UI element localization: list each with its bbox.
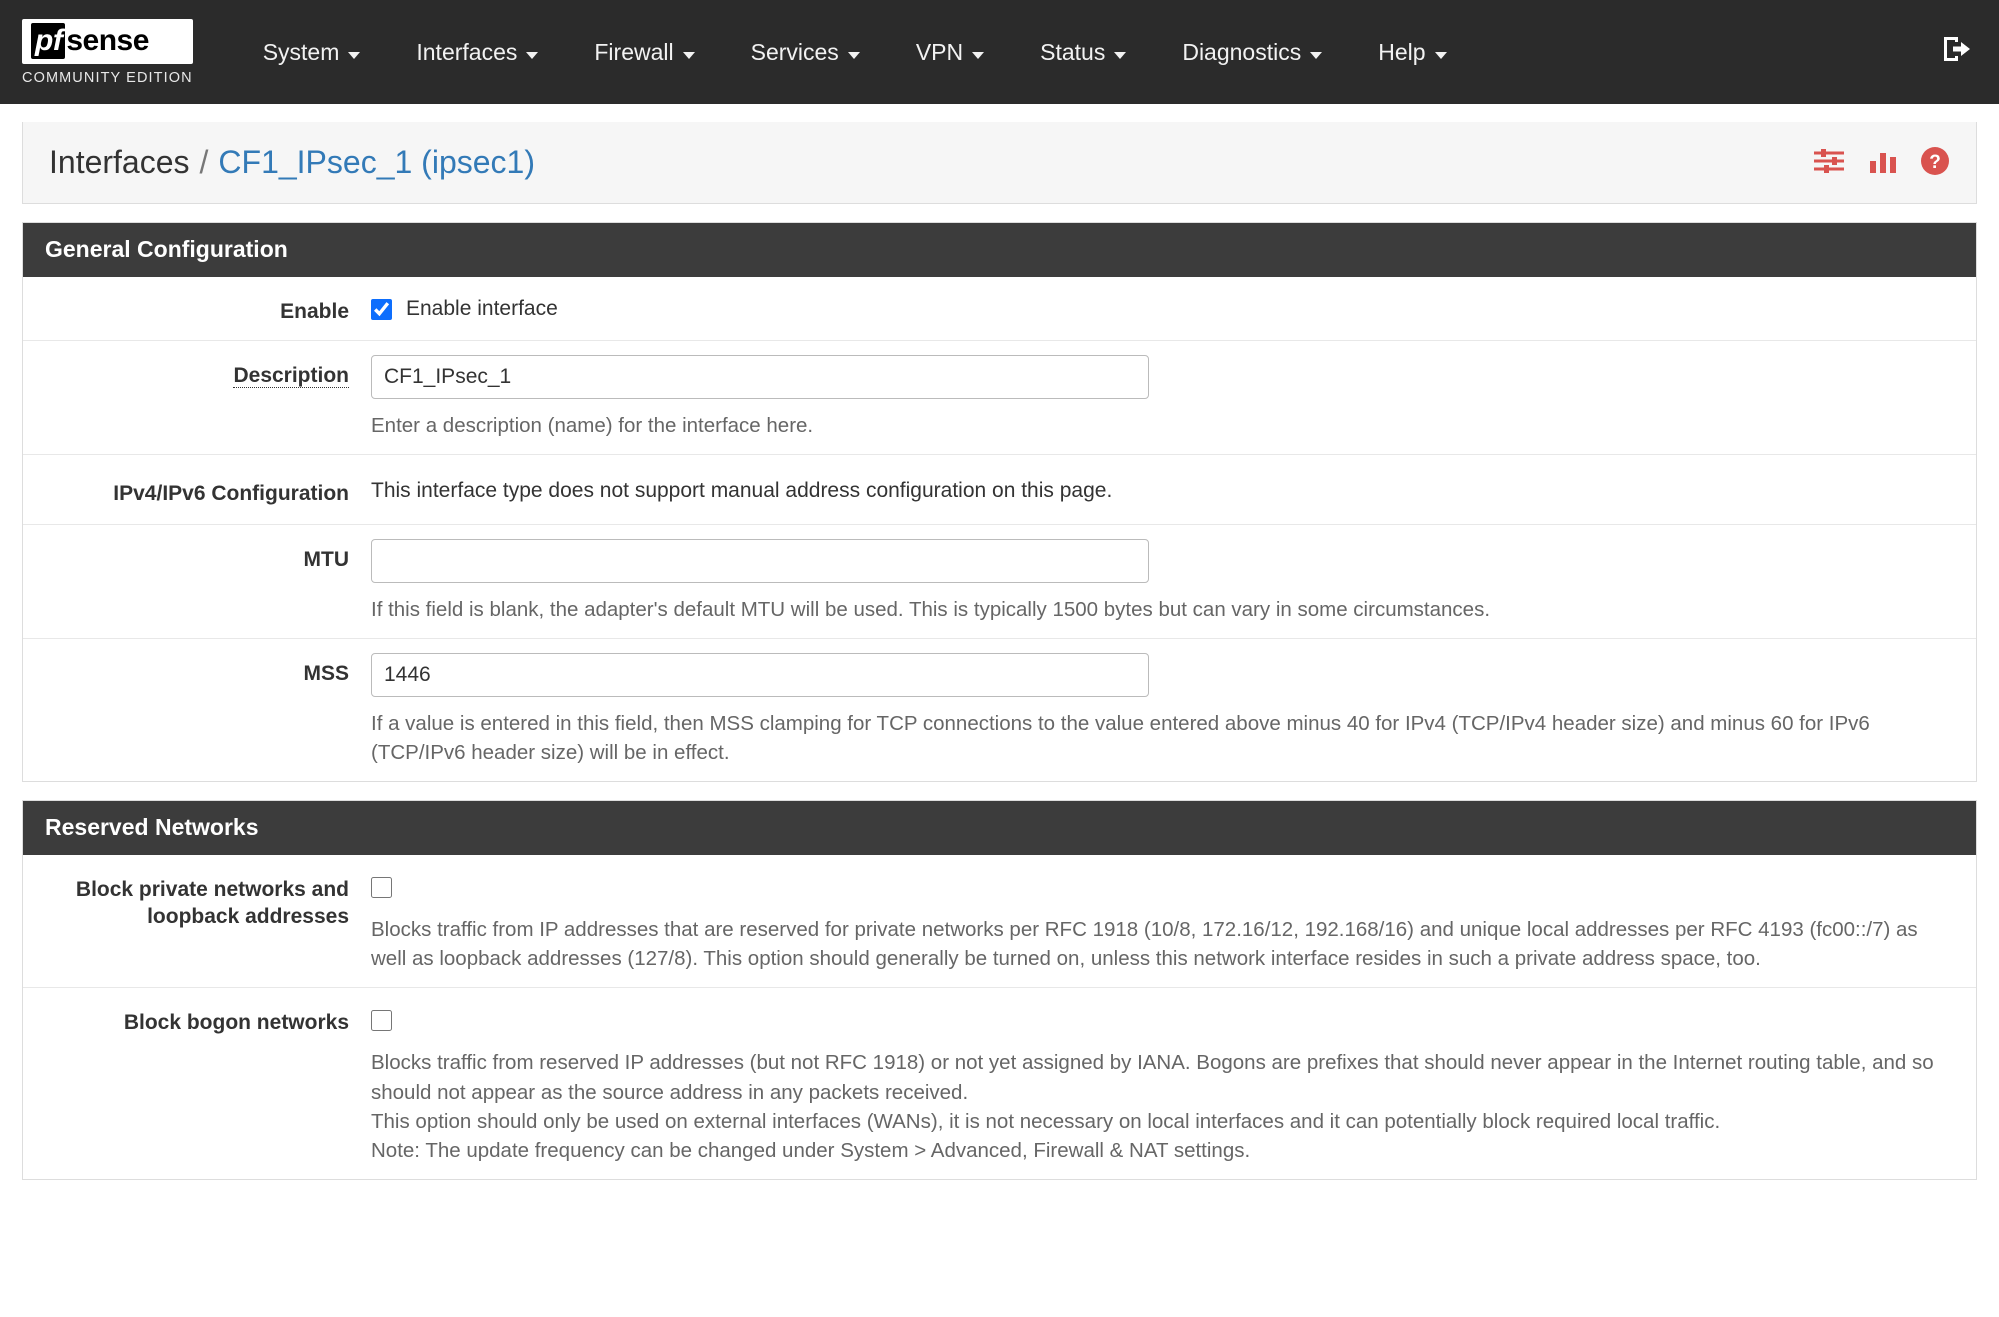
mtu-help: If this field is blank, the adapter's default MTU will be used. This is typically 1500 bytes but can vary in some circumstances. [371,597,1491,621]
nav-label-system: System [262,38,340,65]
nav-label-interfaces: Interfaces [416,38,518,65]
top-navbar [0,0,1999,104]
nav-item-system[interactable] [235,0,389,104]
nav-label-firewall: Firewall [594,38,674,65]
block-bogon-networks-help-3: Note: The update frequency can be changed under System > Advanced, Firewall & NAT settings. [371,1138,1251,1162]
nav-label-help: Help [1378,38,1426,65]
chevron-down-icon [526,52,538,59]
chevron-down-icon [1114,52,1126,59]
enable-interface-checkbox[interactable] [371,299,392,320]
nav-label-vpn: VPN [915,38,964,65]
brand-logo-sense: sense [66,23,149,57]
help-circle-icon[interactable] [1920,146,1950,180]
nav-item-vpn[interactable] [888,0,1012,104]
chevron-down-icon [348,52,360,59]
svg-text:?: ? [1929,151,1941,173]
field-block-bogon-networks [371,1002,1976,1164]
label-mtu: MTU [303,547,349,571]
description-help: Enter a description (name) for the interface here. [371,413,814,437]
nav-item-firewall[interactable] [566,0,722,104]
block-private-networks-checkbox[interactable] [371,877,392,898]
breadcrumb-current: CF1_IPsec_1 (ipsec1) [218,144,535,180]
row-enable [23,277,1976,341]
row-mtu [23,525,1976,639]
sliders-icon[interactable] [1812,147,1846,179]
block-private-networks-help: Blocks traffic from IP addresses that are reserved for private networks per RFC 1918 (10/8, 172.16/12, 192.168/16) and unique local addresses per RFC 4193 (fc00::/7) as well as loopback addresses (127/8). This option should generally be turned on, unless this network interface resides in such a private address space, too. [371,918,1918,971]
description-input[interactable] [371,355,1149,399]
row-description [23,341,1976,455]
breadcrumb-root[interactable]: Interfaces [49,144,190,180]
reserved-networks-heading: Reserved Networks [23,801,1976,855]
breadcrumb [49,144,535,181]
chevron-down-icon [1435,52,1447,59]
chevron-down-icon [848,52,860,59]
label-description-text: Description [233,363,349,387]
field-mss [371,653,1976,767]
label-enable: Enable [280,300,349,323]
block-bogon-networks-help-2: This option should only be used on external interfaces (WANs), it is not necessary on local interfaces and it can potentially block required local traffic. [371,1109,1721,1133]
label-description [23,355,371,390]
block-bogon-networks-help-1: Blocks traffic from reserved IP addresses (but not RFC 1918) or not yet assigned by IANA. Bogons are prefixes that should never appear in the Internet routing table, and so should not appear as the source address in any packets received. [371,1051,1934,1104]
mss-help: If a value is entered in this field, then MSS clamping for TCP connections to the value entered above minus 40 for IPv4 (TCP/IPv4 header size) and minus 60 for IPv6 (TCP/IPv6 header size) will be in effect. [371,711,1870,765]
general-configuration-panel [22,222,1977,782]
label-block-private-networks: Block private networks and loopback addresses [75,878,349,929]
breadcrumb-separator: / [199,144,209,180]
general-configuration-heading: General Configuration [23,223,1976,277]
chart-bar-icon[interactable] [1868,147,1898,179]
row-ip-configuration [23,455,1976,525]
nav-item-diagnostics[interactable] [1154,0,1350,104]
row-mss [23,639,1976,781]
nav-item-interfaces[interactable] [388,0,566,104]
nav-item-services[interactable] [723,0,888,104]
block-bogon-networks-checkbox[interactable] [371,1010,392,1031]
label-ip-configuration: IPv4/IPv6 Configuration [113,481,349,505]
brand-logo-pf: pf [31,23,65,59]
nav-menu [235,0,1475,104]
nav-label-services: Services [750,38,839,65]
pfsense-logo[interactable] [22,19,193,86]
nav-label-status: Status [1040,38,1106,65]
mss-input[interactable] [371,653,1149,697]
page-header-icons [1812,146,1950,180]
row-block-bogon-networks [23,988,1976,1178]
label-mss: MSS [303,661,349,685]
brand-subtitle: COMMUNITY EDITION [22,69,193,86]
nav-label-diagnostics: Diagnostics [1182,38,1302,65]
mtu-input[interactable] [371,539,1149,583]
nav-item-status[interactable] [1012,0,1154,104]
reserved-networks-panel [22,800,1977,1180]
logout-icon[interactable] [1941,34,1973,70]
field-mtu [371,539,1976,624]
chevron-down-icon [1310,52,1322,59]
field-enable [371,291,1976,325]
enable-interface-label: Enable interface [406,297,558,320]
label-block-bogon-networks: Block bogon networks [123,1011,349,1035]
brand-logo-text [22,19,193,64]
field-ip-configuration [371,473,1976,503]
ip-configuration-text: This interface type does not support manual address configuration on this page. [371,478,1113,502]
page-header [22,122,1977,204]
chevron-down-icon [683,52,695,59]
chevron-down-icon [972,52,984,59]
field-block-private-networks [371,869,1976,973]
nav-item-help[interactable] [1350,0,1474,104]
field-description [371,355,1976,440]
row-block-private-networks [23,855,1976,988]
